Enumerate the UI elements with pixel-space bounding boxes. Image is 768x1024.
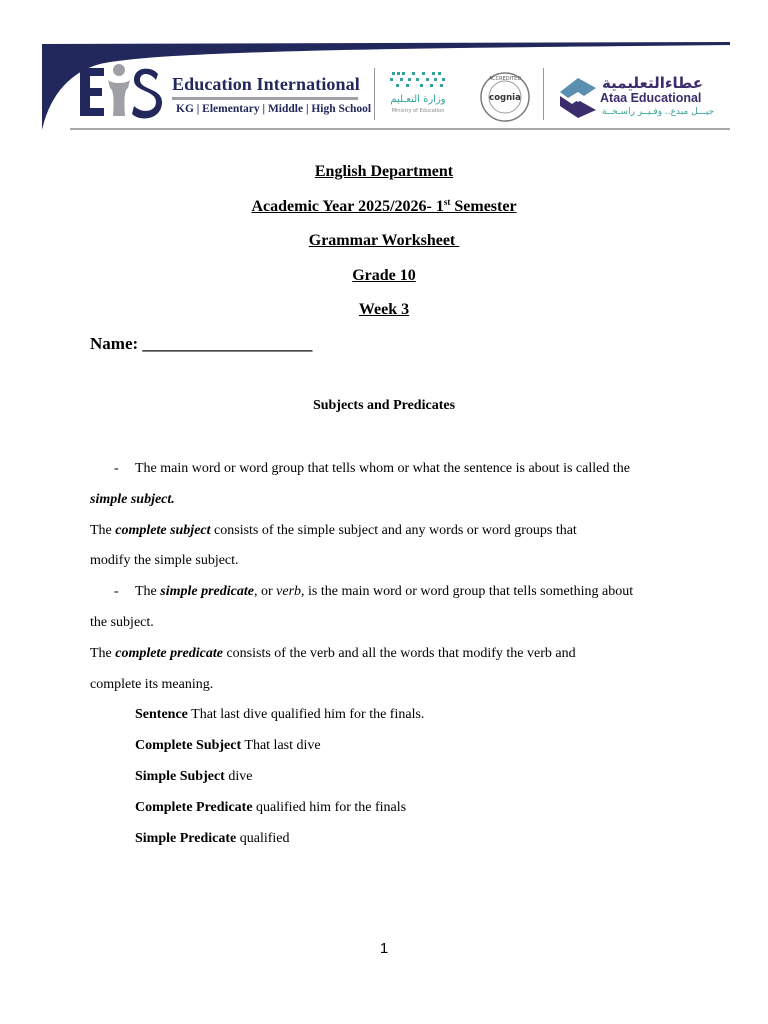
paragraph-line: the subject. (90, 615, 154, 630)
cognia-wordmark: cognia (489, 93, 521, 103)
term-simple-predicate: simple predicate (160, 584, 254, 599)
example-value: qualified him for the finals (252, 800, 407, 815)
text-span: consists of the simple subject and any words or word groups that (210, 523, 577, 538)
name-blank[interactable]: ____________________ (142, 334, 313, 353)
bullet-dash: - (114, 584, 119, 599)
ataa-tagline: جيـــل مبدع.. وفـيــر راسـخــة (602, 107, 715, 117)
text-span: The (90, 523, 116, 538)
example-row (135, 738, 321, 754)
term-complete-subject: complete subject (115, 523, 211, 538)
example-label: Complete Subject (135, 738, 242, 753)
ataa-logo-icon (558, 74, 598, 118)
paragraph-line (90, 646, 576, 662)
term-verb: verb (276, 584, 302, 599)
text-span: The (90, 646, 116, 661)
header-banner (40, 40, 730, 132)
example-value: That last dive qualified him for the finals. (187, 707, 425, 722)
text-span: The (135, 584, 161, 599)
example-label: Complete Predicate (135, 800, 253, 815)
example-row (135, 769, 252, 785)
ministry-name-english: Ministry of Education (391, 108, 445, 114)
example-row (135, 707, 424, 723)
example-value: dive (224, 769, 253, 784)
example-label: Simple Predicate (135, 831, 237, 846)
example-row (135, 800, 406, 816)
name-label: Name: (90, 334, 139, 353)
academic-year-title (0, 198, 768, 216)
cognia-seal-icon (480, 70, 530, 124)
academic-year-text: Academic Year 2025/2026- 1 (251, 198, 444, 215)
bullet-dash: - (114, 461, 119, 476)
grade-title: Grade 10 (352, 267, 416, 284)
name-field[interactable] (90, 334, 312, 354)
example-value: qualified (236, 831, 290, 846)
term-complete-predicate: complete predicate (115, 646, 223, 661)
paragraph-line: modify the simple subject. (90, 553, 239, 568)
ministry-name-arabic: وزارة التعـليم (390, 94, 446, 105)
ataa-name-arabic: عطاءالتعليمية (602, 74, 704, 92)
text-span: consists of the verb and all the words that modify the verb and (222, 646, 576, 661)
term-simple-subject: simple subject. (90, 492, 175, 507)
paragraph-line: complete its meaning. (90, 677, 214, 692)
bullet-text: The main word or word group that tells whom or what the sentence is about is called the (135, 461, 630, 476)
school-levels: KG | Elementary | Middle | High School (176, 103, 372, 115)
example-value: That last dive (241, 738, 321, 753)
text-span: , is the main word or word group that tells something about (301, 584, 634, 599)
ministry-logo (388, 70, 472, 120)
bullet-text (135, 584, 633, 600)
header-separator (543, 68, 544, 120)
eis-logo-icon (78, 62, 162, 122)
ordinal-suffix: st (443, 197, 451, 207)
semester-text: Semester (450, 198, 517, 215)
example-row (135, 831, 290, 847)
school-name: Education International (172, 74, 360, 94)
header-bottom-rule (70, 128, 730, 130)
section-title: Subjects and Predicates (312, 398, 456, 413)
ministry-dots-icon (388, 70, 448, 92)
ataa-name-english: Ataa Educational (600, 91, 702, 105)
school-name-divider (172, 97, 358, 100)
worksheet-title: Grammar Worksheet (308, 232, 460, 249)
paragraph-line (90, 523, 577, 539)
cognia-ring-text: ACCREDITED (488, 76, 522, 82)
page-number: 1 (379, 940, 389, 957)
example-label: Sentence (135, 707, 188, 722)
department-title: English Department (314, 163, 454, 180)
week-title: Week 3 (358, 301, 410, 318)
example-label: Simple Subject (135, 769, 225, 784)
text-span: , or (253, 584, 277, 599)
header-separator (374, 68, 375, 120)
